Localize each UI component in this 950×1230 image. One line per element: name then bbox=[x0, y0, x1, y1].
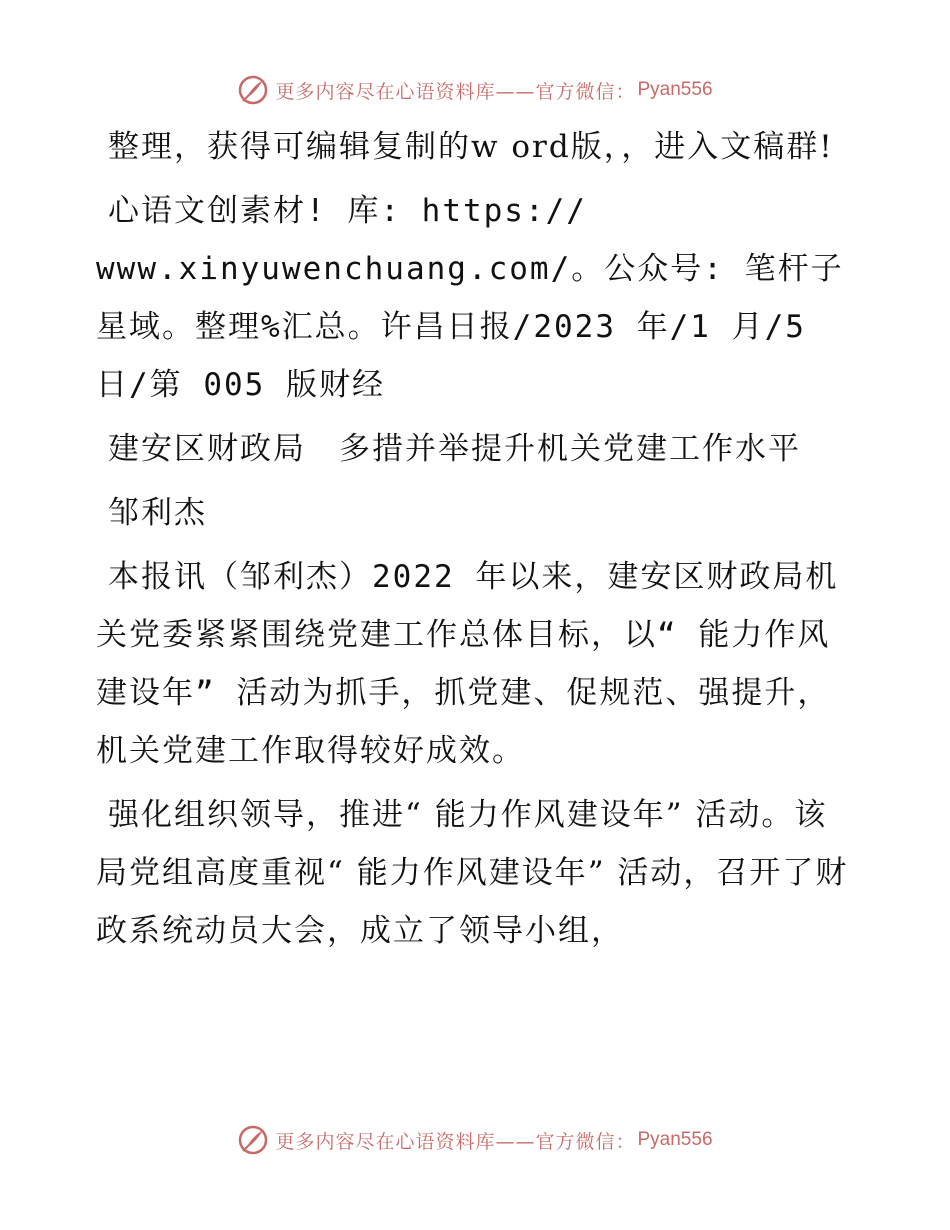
body-paragraph: 强化组织领导，推进“ 能力作风建设年” 活动。该局党组高度重视“ 能力作风建设年” 活动，召开了财政系统动员大会，成立了领导小组， bbox=[96, 797, 849, 949]
header-watermark bbox=[0, 74, 950, 106]
author-name: 邹利杰 bbox=[108, 495, 207, 531]
lead-paragraph: 本报讯（邹利杰）2022 年以来，建安区财政局机关党委紧紧围绕党建工作总体目标，以“ 能力作风建设年” 活动为抓手，抓党建、促规范、强提升，机关党建工作取得较好成效。 bbox=[96, 559, 839, 769]
intro-paragraph: 整理，获得可编辑复制的w ord版，，进入文稿群! bbox=[108, 129, 834, 165]
article-title: 建安区财政局 多措并举提升机关党建工作水平 bbox=[108, 431, 801, 467]
watermark-text: 更多内容尽在心语资料库——官方微信： bbox=[275, 1130, 636, 1153]
feather-logo-icon bbox=[237, 74, 269, 106]
document-body bbox=[96, 118, 856, 966]
watermark-contact: Pyan556 bbox=[637, 79, 713, 100]
watermark-text: 更多内容尽在心语资料库——官方微信： bbox=[275, 80, 636, 103]
feather-logo-icon bbox=[237, 1124, 269, 1156]
source-paragraph: 心语文创素材! 库: https:// www.xinyuwenchuang.com/。公众号: 笔杆子星域。整理%汇总。许昌日报/2023 年/1 月/5 日/第 005 版财经 bbox=[96, 193, 844, 403]
footer-watermark bbox=[0, 1124, 950, 1156]
watermark-contact: Pyan556 bbox=[637, 1129, 713, 1150]
